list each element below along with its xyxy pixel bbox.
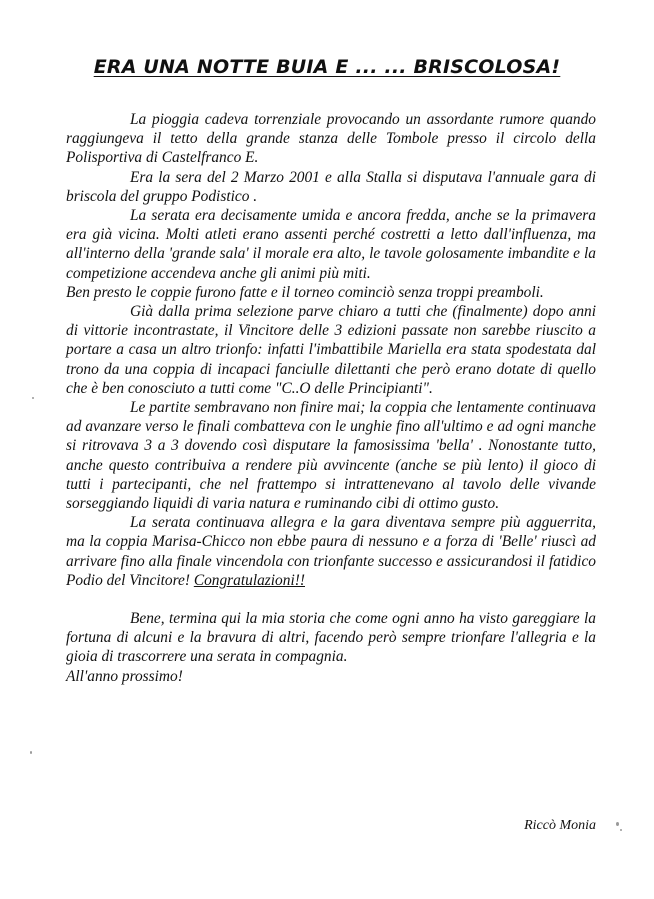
paragraph-selection: Già dalla prima selezione parve chiaro a tutti che (finalmente) dopo anni di vittorie incontrastate, il Vincitore delle 3 edizioni passate non sarebbe riuscito a portare a casa un altro trionfo: infatti l'imbattibile Mariella era stata spodestata dal trono da una coppia di incapaci fanciulle dilettanti che però erano dotate di quello che è ben conosciuto a tutti come "C..O delle Principianti". — [66, 303, 596, 397]
paragraph-closing: Bene, termina qui la mia storia che come ogni anno ha visto gareggiare la fortuna di alcuni e la bravura di altri, facendo però sempre trionfare l'allegria e la gioia di trascorrere una serata in compagnia. — [66, 610, 596, 666]
scan-speck — [620, 829, 622, 831]
signature: Riccò Monia — [524, 818, 596, 833]
paragraph-date: Era la sera del 2 Marzo 2001 e alla Stalla si disputava l'annuale gara di briscola del gruppo Podistico . — [66, 168, 596, 205]
paragraph-gap — [66, 590, 596, 609]
paragraph-evening: La serata era decisamente umida e ancora fredda, anche se la primavera era già vicina. Molti atleti erano assenti perché costretti a letto dall'influenza, ma all'interno della 'grande sala' il morale era alto, le tavole golosamente imbandite e la competizione accendeva anche gli animi più miti. — [66, 207, 596, 282]
scan-speck — [30, 751, 32, 754]
scan-speck — [32, 397, 34, 399]
paragraph-matches: Le partite sembravano non finire mai; la coppia che lentamente continuava ad avanzare verso le finali combatteva con le unghie fino all'ultimo e ad ogni manche si ritrovava 3 a 3 dovendo così disputare la famosissima 'bella' . Nonostante tutto, anche questo contribuiva a rendere più avvincente (anche se più lento) il gioco di tutti i partecipanti, che nel frattempo si intrattenevano al tavolo delle vivande sorseggiando liquidi di varia natura e ruminando cibi di ottimo gusto. — [66, 399, 596, 513]
paragraph-winner — [66, 513, 596, 590]
paragraph-winner-text: La serata continuava allegra e la gara diventava sempre più agguerrita, ma la coppia Marisa-Chicco non ebbe paura di nessuno e a forza di 'Belle' riuscì ad arrivare fino alla finale vincendola con trionfante successo e assicurandosi il fatidico Podio del Vincitore! — [66, 514, 596, 589]
document-title: ERA UNA NOTTE BUIA E ... ... BRISCOLOSA! — [93, 56, 561, 78]
congratulations-text: Congratulazioni!! — [193, 571, 305, 589]
paragraph-couples: Ben presto le coppie furono fatte e il torneo cominciò senza troppi preamboli. — [66, 283, 544, 301]
document-body — [66, 110, 596, 686]
paragraph-rain: La pioggia cadeva torrenziale provocando un assordante rumore quando raggiungeva il tetto della grande stanza delle Tombole presso il circolo della Polisportiva di Castelfranco E. — [66, 111, 596, 167]
paragraph-farewell: All'anno prossimo! — [66, 667, 183, 685]
scan-speck — [616, 822, 619, 826]
